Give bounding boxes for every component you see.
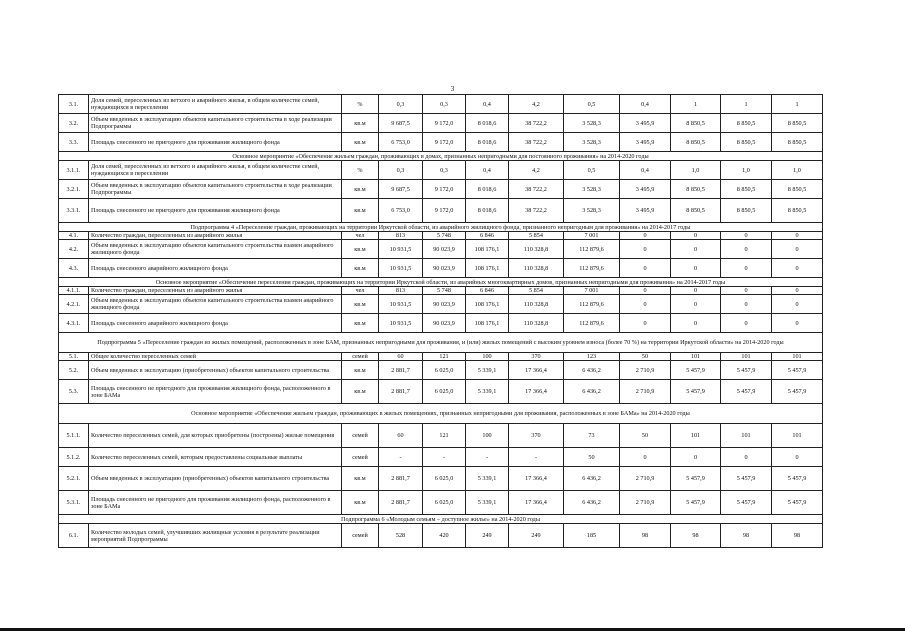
indicator-name: Площадь снесенного не пригодного для проживания жилищного фонда, расположенного в зоне БАМа bbox=[89, 380, 342, 404]
value-cell: 9 172,0 bbox=[423, 180, 466, 199]
table-row bbox=[59, 380, 823, 404]
value-cell: 0 bbox=[721, 232, 772, 240]
unit-cell: кв.м bbox=[342, 361, 379, 380]
value-cell: 0,5 bbox=[564, 95, 620, 114]
value-cell: 0 bbox=[671, 259, 721, 278]
value-cell: 98 bbox=[772, 524, 823, 548]
value-cell: - bbox=[466, 448, 509, 467]
value-cell: 1 bbox=[772, 95, 823, 114]
value-cell: 123 bbox=[564, 353, 620, 361]
value-cell: 121 bbox=[423, 424, 466, 448]
value-cell: 0 bbox=[671, 314, 721, 333]
indicator-name: Объем введенных в эксплуатацию объектов капитального строительства взамен аварийного жилищного фонда bbox=[89, 240, 342, 259]
table-row bbox=[59, 259, 823, 278]
value-cell: 38 722,2 bbox=[509, 114, 564, 133]
value-cell: 5 339,1 bbox=[466, 491, 509, 515]
value-cell: 6 753,0 bbox=[379, 199, 423, 223]
value-cell: 50 bbox=[564, 448, 620, 467]
value-cell: - bbox=[423, 448, 466, 467]
value-cell: 1,0 bbox=[721, 161, 772, 180]
value-cell: 370 bbox=[509, 353, 564, 361]
section-row bbox=[59, 152, 823, 161]
section-title: Основное мероприятие «Обеспечение переселения граждан, проживающих на территории Иркутской области, из аварийных многоквартирных домов, признанных непригодными для проживания» на 2014-2017 годы bbox=[59, 278, 823, 287]
value-cell: 8 850,5 bbox=[772, 114, 823, 133]
value-cell: 9 687,5 bbox=[379, 114, 423, 133]
value-cell: 5 457,9 bbox=[772, 361, 823, 380]
value-cell: 6 025,0 bbox=[423, 380, 466, 404]
value-cell: 8 850,5 bbox=[721, 114, 772, 133]
value-cell: 8 850,5 bbox=[721, 180, 772, 199]
unit-cell: семей bbox=[342, 353, 379, 361]
value-cell: 6 753,0 bbox=[379, 133, 423, 152]
value-cell: 0 bbox=[620, 448, 671, 467]
value-cell: 0 bbox=[772, 240, 823, 259]
value-cell: 90 023,9 bbox=[423, 259, 466, 278]
section-title: Основное мероприятие «Обеспечение жильем граждан, проживающих в жилых помещениях, признанных непригодными для проживания, расположенных в зоне БАМа» на 2014-2020 годы bbox=[59, 404, 823, 424]
indicator-name: Площадь снесенного не пригодного для проживания жилищного фонда bbox=[89, 199, 342, 223]
row-number: 4.3. bbox=[59, 259, 89, 278]
unit-cell: % bbox=[342, 95, 379, 114]
value-cell: 108 176,1 bbox=[466, 240, 509, 259]
unit-cell: кв.м bbox=[342, 380, 379, 404]
value-cell: 5 854 bbox=[509, 232, 564, 240]
value-cell: 0 bbox=[620, 240, 671, 259]
value-cell: 0 bbox=[620, 295, 671, 314]
value-cell: 7 001 bbox=[564, 287, 620, 295]
row-number: 3.1.1. bbox=[59, 161, 89, 180]
value-cell: 73 bbox=[564, 424, 620, 448]
section-row bbox=[59, 223, 823, 232]
indicator-name: Общее количество переселенных семей bbox=[89, 353, 342, 361]
value-cell: 185 bbox=[564, 524, 620, 548]
unit-cell: кв.м bbox=[342, 295, 379, 314]
row-number: 3.3. bbox=[59, 133, 89, 152]
value-cell: 110 328,8 bbox=[509, 295, 564, 314]
value-cell: 3 495,9 bbox=[620, 180, 671, 199]
value-cell: 0,4 bbox=[620, 95, 671, 114]
indicator-name: Объем введенных в эксплуатацию объектов капитального строительства взамен аварийного жилищного фонда bbox=[89, 295, 342, 314]
table-row bbox=[59, 467, 823, 491]
row-number: 3.1. bbox=[59, 95, 89, 114]
value-cell: 90 023,9 bbox=[423, 295, 466, 314]
value-cell: 8 850,5 bbox=[721, 199, 772, 223]
value-cell: 6 025,0 bbox=[423, 467, 466, 491]
row-number: 3.2. bbox=[59, 114, 89, 133]
value-cell: 0 bbox=[671, 232, 721, 240]
value-cell: 3 528,3 bbox=[564, 199, 620, 223]
indicator-name: Количество переселенных семей, которым предоставлены социальные выплаты bbox=[89, 448, 342, 467]
value-cell: 121 bbox=[423, 353, 466, 361]
value-cell: 101 bbox=[721, 424, 772, 448]
row-number: 6.1. bbox=[59, 524, 89, 548]
value-cell: 3 528,3 bbox=[564, 133, 620, 152]
value-cell: 0,3 bbox=[379, 95, 423, 114]
value-cell: 5 457,9 bbox=[772, 491, 823, 515]
value-cell: 1,0 bbox=[671, 161, 721, 180]
value-cell: - bbox=[379, 448, 423, 467]
section-row bbox=[59, 404, 823, 424]
value-cell: 10 931,5 bbox=[379, 314, 423, 333]
value-cell: 6 025,0 bbox=[423, 361, 466, 380]
value-cell: 0 bbox=[721, 287, 772, 295]
value-cell: 5 854 bbox=[509, 287, 564, 295]
value-cell: 0 bbox=[620, 314, 671, 333]
section-row bbox=[59, 333, 823, 353]
value-cell: 0,3 bbox=[423, 161, 466, 180]
value-cell: 101 bbox=[671, 353, 721, 361]
value-cell: 2 881,7 bbox=[379, 361, 423, 380]
value-cell: 3 528,3 bbox=[564, 180, 620, 199]
value-cell: 528 bbox=[379, 524, 423, 548]
indicator-name: Количество молодых семей, улучшивших жилищные условия в результате реализации мероприятий Подпрограммы bbox=[89, 524, 342, 548]
value-cell: 0 bbox=[671, 287, 721, 295]
value-cell: 5 457,9 bbox=[721, 467, 772, 491]
value-cell: 100 bbox=[466, 424, 509, 448]
value-cell: 8 850,5 bbox=[772, 133, 823, 152]
value-cell: 112 879,6 bbox=[564, 259, 620, 278]
value-cell: 5 457,9 bbox=[721, 361, 772, 380]
value-cell: 0 bbox=[772, 259, 823, 278]
table-row bbox=[59, 133, 823, 152]
indicator-name: Объем введенных в эксплуатацию (приобретенных) объектов капитального строительства bbox=[89, 361, 342, 380]
value-cell: 5 748 bbox=[423, 287, 466, 295]
value-cell: 0 bbox=[620, 232, 671, 240]
value-cell: 813 bbox=[379, 287, 423, 295]
table-row bbox=[59, 232, 823, 240]
value-cell: 8 850,5 bbox=[671, 199, 721, 223]
row-number: 5.3.1. bbox=[59, 491, 89, 515]
row-number: 5.1.2. bbox=[59, 448, 89, 467]
table-row bbox=[59, 361, 823, 380]
value-cell: 0 bbox=[721, 448, 772, 467]
section-row bbox=[59, 515, 823, 524]
value-cell: 0 bbox=[772, 448, 823, 467]
indicator-name: Площадь снесенного аварийного жилищного фонда bbox=[89, 314, 342, 333]
value-cell: 60 bbox=[379, 353, 423, 361]
section-title: Основное мероприятие «Обеспечение жильем граждан, проживающих в домах, признанных непригодными для постоянного проживания» на 2014-2020 годы bbox=[59, 152, 823, 161]
value-cell: 0 bbox=[620, 259, 671, 278]
value-cell: 2 710,9 bbox=[620, 467, 671, 491]
indicator-name: Доля семей, переселенных из ветхого и аварийного жилья, в общем количестве семей, нуждающихся в переселении bbox=[89, 95, 342, 114]
row-number: 3.2.1. bbox=[59, 180, 89, 199]
value-cell: 3 495,9 bbox=[620, 199, 671, 223]
value-cell: 7 001 bbox=[564, 232, 620, 240]
value-cell: 6 025,0 bbox=[423, 491, 466, 515]
value-cell: 0 bbox=[721, 314, 772, 333]
value-cell: 17 366,4 bbox=[509, 361, 564, 380]
value-cell: 3 495,9 bbox=[620, 114, 671, 133]
indicator-name: Объем введенных в эксплуатацию объектов капитального строительства в ходе реализации Подпрограммы bbox=[89, 114, 342, 133]
value-cell: 9 172,0 bbox=[423, 199, 466, 223]
value-cell: 5 339,1 bbox=[466, 467, 509, 491]
value-cell: 5 339,1 bbox=[466, 380, 509, 404]
value-cell: 112 879,6 bbox=[564, 240, 620, 259]
value-cell: 8 850,5 bbox=[671, 114, 721, 133]
table-row bbox=[59, 295, 823, 314]
value-cell: 5 457,9 bbox=[671, 491, 721, 515]
value-cell: 0,4 bbox=[466, 161, 509, 180]
value-cell: 38 722,2 bbox=[509, 133, 564, 152]
indicator-name: Количество граждан, переселенных из аварийного жилья bbox=[89, 232, 342, 240]
value-cell: 100 bbox=[466, 353, 509, 361]
unit-cell: кв.м bbox=[342, 314, 379, 333]
value-cell: 38 722,2 bbox=[509, 180, 564, 199]
section-title: Подпрограмма 5 «Переселение граждан из жилых помещений, расположенных в зоне БАМ, признанных непригодными для проживания, и (или) жилых помещений с высоким уровнем износа (более 70 %) на территории Иркутской области» на 2014-2020 годы bbox=[59, 333, 823, 353]
unit-cell: кв.м bbox=[342, 133, 379, 152]
value-cell: 98 bbox=[620, 524, 671, 548]
value-cell: 6 436,2 bbox=[564, 380, 620, 404]
value-cell: 110 328,8 bbox=[509, 259, 564, 278]
value-cell: 0,4 bbox=[466, 95, 509, 114]
value-cell: 0,5 bbox=[564, 161, 620, 180]
value-cell: 9 172,0 bbox=[423, 114, 466, 133]
value-cell: 10 931,5 bbox=[379, 259, 423, 278]
value-cell: 101 bbox=[772, 424, 823, 448]
value-cell: 110 328,8 bbox=[509, 240, 564, 259]
value-cell: 8 850,5 bbox=[721, 133, 772, 152]
value-cell: 0 bbox=[772, 287, 823, 295]
value-cell: 0 bbox=[721, 259, 772, 278]
unit-cell: кв.м bbox=[342, 467, 379, 491]
indicator-name: Площадь снесенного аварийного жилищного фонда bbox=[89, 259, 342, 278]
value-cell: 101 bbox=[721, 353, 772, 361]
value-cell: 8 850,5 bbox=[772, 199, 823, 223]
value-cell: 8 850,5 bbox=[772, 180, 823, 199]
value-cell: 9 172,0 bbox=[423, 133, 466, 152]
value-cell: 108 176,1 bbox=[466, 314, 509, 333]
value-cell: 50 bbox=[620, 424, 671, 448]
unit-cell: чел bbox=[342, 232, 379, 240]
indicator-name: Доля семей, переселенных из ветхого и аварийного жилья, в общем количестве семей, нуждающихся в переселении bbox=[89, 161, 342, 180]
section-title: Подпрограмма 6 «Молодым семьям – доступное жилье» на 2014-2020 годы bbox=[59, 515, 823, 524]
value-cell: 98 bbox=[721, 524, 772, 548]
table-row bbox=[59, 287, 823, 295]
value-cell: 5 339,1 bbox=[466, 361, 509, 380]
unit-cell: кв.м bbox=[342, 180, 379, 199]
value-cell: 4,2 bbox=[509, 95, 564, 114]
value-cell: 17 366,4 bbox=[509, 467, 564, 491]
value-cell: 112 879,6 bbox=[564, 314, 620, 333]
value-cell: 6 846 bbox=[466, 287, 509, 295]
value-cell: 108 176,1 bbox=[466, 259, 509, 278]
value-cell: 2 710,9 bbox=[620, 361, 671, 380]
value-cell: 5 457,9 bbox=[671, 467, 721, 491]
value-cell: 8 018,6 bbox=[466, 180, 509, 199]
value-cell: 0 bbox=[671, 448, 721, 467]
value-cell: 2 710,9 bbox=[620, 380, 671, 404]
value-cell: 3 495,9 bbox=[620, 133, 671, 152]
value-cell: 6 436,2 bbox=[564, 467, 620, 491]
value-cell: 90 023,9 bbox=[423, 314, 466, 333]
value-cell: 6 436,2 bbox=[564, 491, 620, 515]
value-cell: 5 457,9 bbox=[721, 491, 772, 515]
value-cell: 17 366,4 bbox=[509, 491, 564, 515]
value-cell: 6 436,2 bbox=[564, 361, 620, 380]
value-cell: 8 018,6 bbox=[466, 133, 509, 152]
row-number: 4.2.1. bbox=[59, 295, 89, 314]
value-cell: 3 528,3 bbox=[564, 114, 620, 133]
row-number: 4.1. bbox=[59, 232, 89, 240]
value-cell: 1,0 bbox=[772, 161, 823, 180]
value-cell: 108 176,1 bbox=[466, 295, 509, 314]
unit-cell: кв.м bbox=[342, 114, 379, 133]
value-cell: 0 bbox=[772, 232, 823, 240]
value-cell: 0,3 bbox=[423, 95, 466, 114]
unit-cell: семей bbox=[342, 524, 379, 548]
value-cell: 0 bbox=[620, 287, 671, 295]
value-cell: 17 366,4 bbox=[509, 380, 564, 404]
page-number: 3 bbox=[450, 85, 455, 93]
table-row bbox=[59, 524, 823, 548]
unit-cell: чел bbox=[342, 287, 379, 295]
value-cell: 98 bbox=[671, 524, 721, 548]
value-cell: 5 457,9 bbox=[671, 361, 721, 380]
section-row bbox=[59, 278, 823, 287]
value-cell: 5 457,9 bbox=[772, 467, 823, 491]
indicator-name: Количество переселенных семей, для которых приобретены (построены) жилые помещения bbox=[89, 424, 342, 448]
value-cell: 370 bbox=[509, 424, 564, 448]
value-cell: 249 bbox=[466, 524, 509, 548]
table-row bbox=[59, 114, 823, 133]
value-cell: 9 687,5 bbox=[379, 180, 423, 199]
unit-cell: кв.м bbox=[342, 240, 379, 259]
indicator-name: Количество граждан, переселенных из аварийного жилья bbox=[89, 287, 342, 295]
section-title: Подпрограмма 4 «Переселение граждан, проживающих на территории Иркутской области, из аварийного жилищного фонда, признанного непригодным для проживания» на 2014-2017 годы bbox=[59, 223, 823, 232]
row-number: 5.2. bbox=[59, 361, 89, 380]
row-number: 5.1. bbox=[59, 353, 89, 361]
value-cell: 6 846 bbox=[466, 232, 509, 240]
table-row bbox=[59, 95, 823, 114]
value-cell: 0 bbox=[671, 295, 721, 314]
value-cell: 0 bbox=[671, 240, 721, 259]
unit-cell: кв.м bbox=[342, 199, 379, 223]
value-cell: 110 328,8 bbox=[509, 314, 564, 333]
row-number: 4.3.1. bbox=[59, 314, 89, 333]
table-row bbox=[59, 491, 823, 515]
value-cell: 0,3 bbox=[379, 161, 423, 180]
row-number: 4.1.1. bbox=[59, 287, 89, 295]
value-cell: 10 931,5 bbox=[379, 295, 423, 314]
table-row bbox=[59, 240, 823, 259]
table-row bbox=[59, 180, 823, 199]
row-number: 5.2.1. bbox=[59, 467, 89, 491]
value-cell: 0 bbox=[772, 314, 823, 333]
value-cell: 60 bbox=[379, 424, 423, 448]
table-row bbox=[59, 314, 823, 333]
table-row bbox=[59, 424, 823, 448]
value-cell: 8 850,5 bbox=[671, 133, 721, 152]
value-cell: 2 881,7 bbox=[379, 491, 423, 515]
table-row bbox=[59, 353, 823, 361]
indicators-table bbox=[58, 94, 823, 548]
row-number: 5.3. bbox=[59, 380, 89, 404]
row-number: 5.1.1. bbox=[59, 424, 89, 448]
value-cell: 2 881,7 bbox=[379, 467, 423, 491]
unit-cell: кв.м bbox=[342, 259, 379, 278]
unit-cell: % bbox=[342, 161, 379, 180]
indicator-name: Объем введенных в эксплуатацию (приобретенных) объектов капитального строительства bbox=[89, 467, 342, 491]
indicator-name: Площадь снесенного не пригодного для проживания жилищного фонда, расположенного в зоне БАМа bbox=[89, 491, 342, 515]
value-cell: 813 bbox=[379, 232, 423, 240]
value-cell: 38 722,2 bbox=[509, 199, 564, 223]
value-cell: 0,4 bbox=[620, 161, 671, 180]
value-cell: 5 457,9 bbox=[772, 380, 823, 404]
value-cell: 5 457,9 bbox=[671, 380, 721, 404]
value-cell: 249 bbox=[509, 524, 564, 548]
value-cell: 5 457,9 bbox=[721, 380, 772, 404]
value-cell: 8 850,5 bbox=[671, 180, 721, 199]
value-cell: - bbox=[509, 448, 564, 467]
table-row bbox=[59, 199, 823, 223]
value-cell: 8 018,6 bbox=[466, 114, 509, 133]
indicator-name: Площадь снесенного не пригодного для проживания жилищного фонда bbox=[89, 133, 342, 152]
value-cell: 0 bbox=[772, 295, 823, 314]
row-number: 4.2. bbox=[59, 240, 89, 259]
indicator-name: Объем введенных в эксплуатацию объектов капитального строительства в ходе реализации Подпрограммы bbox=[89, 180, 342, 199]
value-cell: 4,2 bbox=[509, 161, 564, 180]
value-cell: 0 bbox=[721, 295, 772, 314]
value-cell: 5 748 bbox=[423, 232, 466, 240]
value-cell: 101 bbox=[671, 424, 721, 448]
value-cell: 2 881,7 bbox=[379, 380, 423, 404]
table-row bbox=[59, 448, 823, 467]
value-cell: 8 018,6 bbox=[466, 199, 509, 223]
row-number: 3.3.1. bbox=[59, 199, 89, 223]
table-row bbox=[59, 161, 823, 180]
unit-cell: семей bbox=[342, 448, 379, 467]
value-cell: 420 bbox=[423, 524, 466, 548]
value-cell: 50 bbox=[620, 353, 671, 361]
value-cell: 90 023,9 bbox=[423, 240, 466, 259]
value-cell: 1 bbox=[671, 95, 721, 114]
value-cell: 2 710,9 bbox=[620, 491, 671, 515]
value-cell: 1 bbox=[721, 95, 772, 114]
value-cell: 0 bbox=[721, 240, 772, 259]
value-cell: 101 bbox=[772, 353, 823, 361]
value-cell: 10 931,5 bbox=[379, 240, 423, 259]
unit-cell: кв.м bbox=[342, 491, 379, 515]
value-cell: 112 879,6 bbox=[564, 295, 620, 314]
unit-cell: семей bbox=[342, 424, 379, 448]
page-bottom-border bbox=[0, 628, 905, 631]
